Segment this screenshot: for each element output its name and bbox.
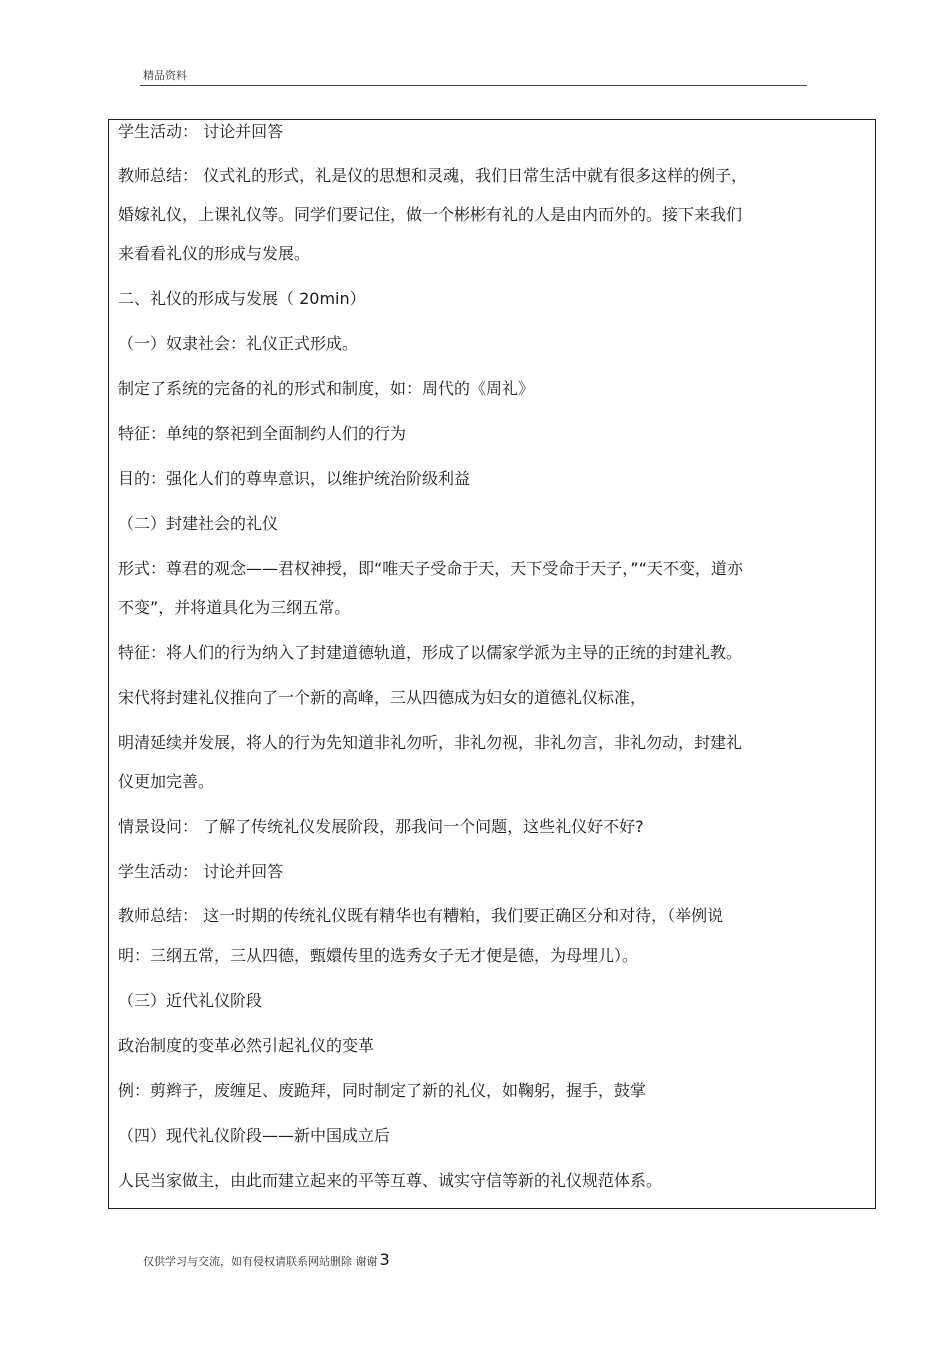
text-line: 特征：将人们的行为纳入了封建道德轨道，形成了以儒家学派为主导的正统的封建礼教。: [118, 643, 743, 662]
text-line: （一）奴隶社会：礼仪正式形成。: [118, 334, 359, 353]
text-line: （四）现代礼仪阶段——新中国成立后: [118, 1126, 391, 1145]
text-line: 明：三纲五常，三从四德，甄嬛传里的选秀女子无才便是德，为母埋儿）。: [118, 946, 639, 965]
text-line: 人民当家做主，由此而建立起来的平等互尊、诚实守信等新的礼仪规范体系。: [118, 1171, 663, 1190]
page-number: 3: [379, 1250, 390, 1269]
text-line: 不变”，并将道具化为三纲五常。: [118, 598, 351, 617]
text-line: 来看看礼仪的形成与发展。: [118, 244, 311, 263]
text-line: 政治制度的变革必然引起礼仪的变革: [118, 1036, 375, 1055]
text-line: 学生活动： 讨论并回答: [118, 862, 284, 881]
text-line: 婚嫁礼仪，上课礼仪等。同学们要记住，做一个彬彬有礼的人是由内而外的。接下来我们: [118, 205, 743, 224]
text-line: 制定了系统的完备的礼的形式和制度，如：周代的《周礼》: [118, 379, 535, 398]
footer-note: 仅供学习与交流，如有侵权请联系网站删除 谢谢: [143, 1255, 378, 1268]
text-line: 二、礼仪的形成与发展（ 20min）: [118, 289, 366, 308]
text-line: （三）近代礼仪阶段: [118, 991, 263, 1010]
text-line: 目的：强化人们的尊卑意识，以维护统治阶级利益: [118, 469, 471, 488]
text-line: 特征：单纯的祭祀到全面制约人们的行为: [118, 424, 407, 443]
text-line: 学生活动： 讨论并回答: [118, 122, 284, 141]
text-line: （二）封建社会的礼仪: [118, 514, 279, 533]
text-line: 教师总结： 仪式礼的形式，礼是仪的思想和灵魂，我们日常生活中就有很多这样的例子，: [118, 166, 748, 185]
text-line: 情景设问： 了解了传统礼仪发展阶段，那我问一个问题，这些礼仪好不好?: [118, 817, 644, 836]
header-label: 精品资料: [143, 69, 187, 82]
text-line: 宋代将封建礼仪推向了一个新的高峰，三从四德成为妇女的道德礼仪标准，: [118, 688, 647, 707]
text-line: 形式：尊君的观念——君权神授，即“唯天子受命于天，天下受命于天子，”“天不变，道亦: [118, 559, 743, 578]
content-box: [108, 119, 876, 1209]
header-divider: [140, 85, 807, 86]
text-line: 仪更加完善。: [118, 772, 215, 791]
text-line: 教师总结： 这一时期的传统礼仪既有精华也有糟粕，我们要正确区分和对待，（举例说: [118, 906, 724, 925]
footer: [143, 1250, 390, 1269]
text-line: 明清延续并发展，将人的行为先知道非礼勿听，非礼勿视，非礼勿言，非礼勿动，封建礼: [118, 733, 743, 752]
text-line: 例：剪辫子，废缠足、废跪拜，同时制定了新的礼仪，如鞠躬，握手，鼓掌: [118, 1081, 647, 1100]
